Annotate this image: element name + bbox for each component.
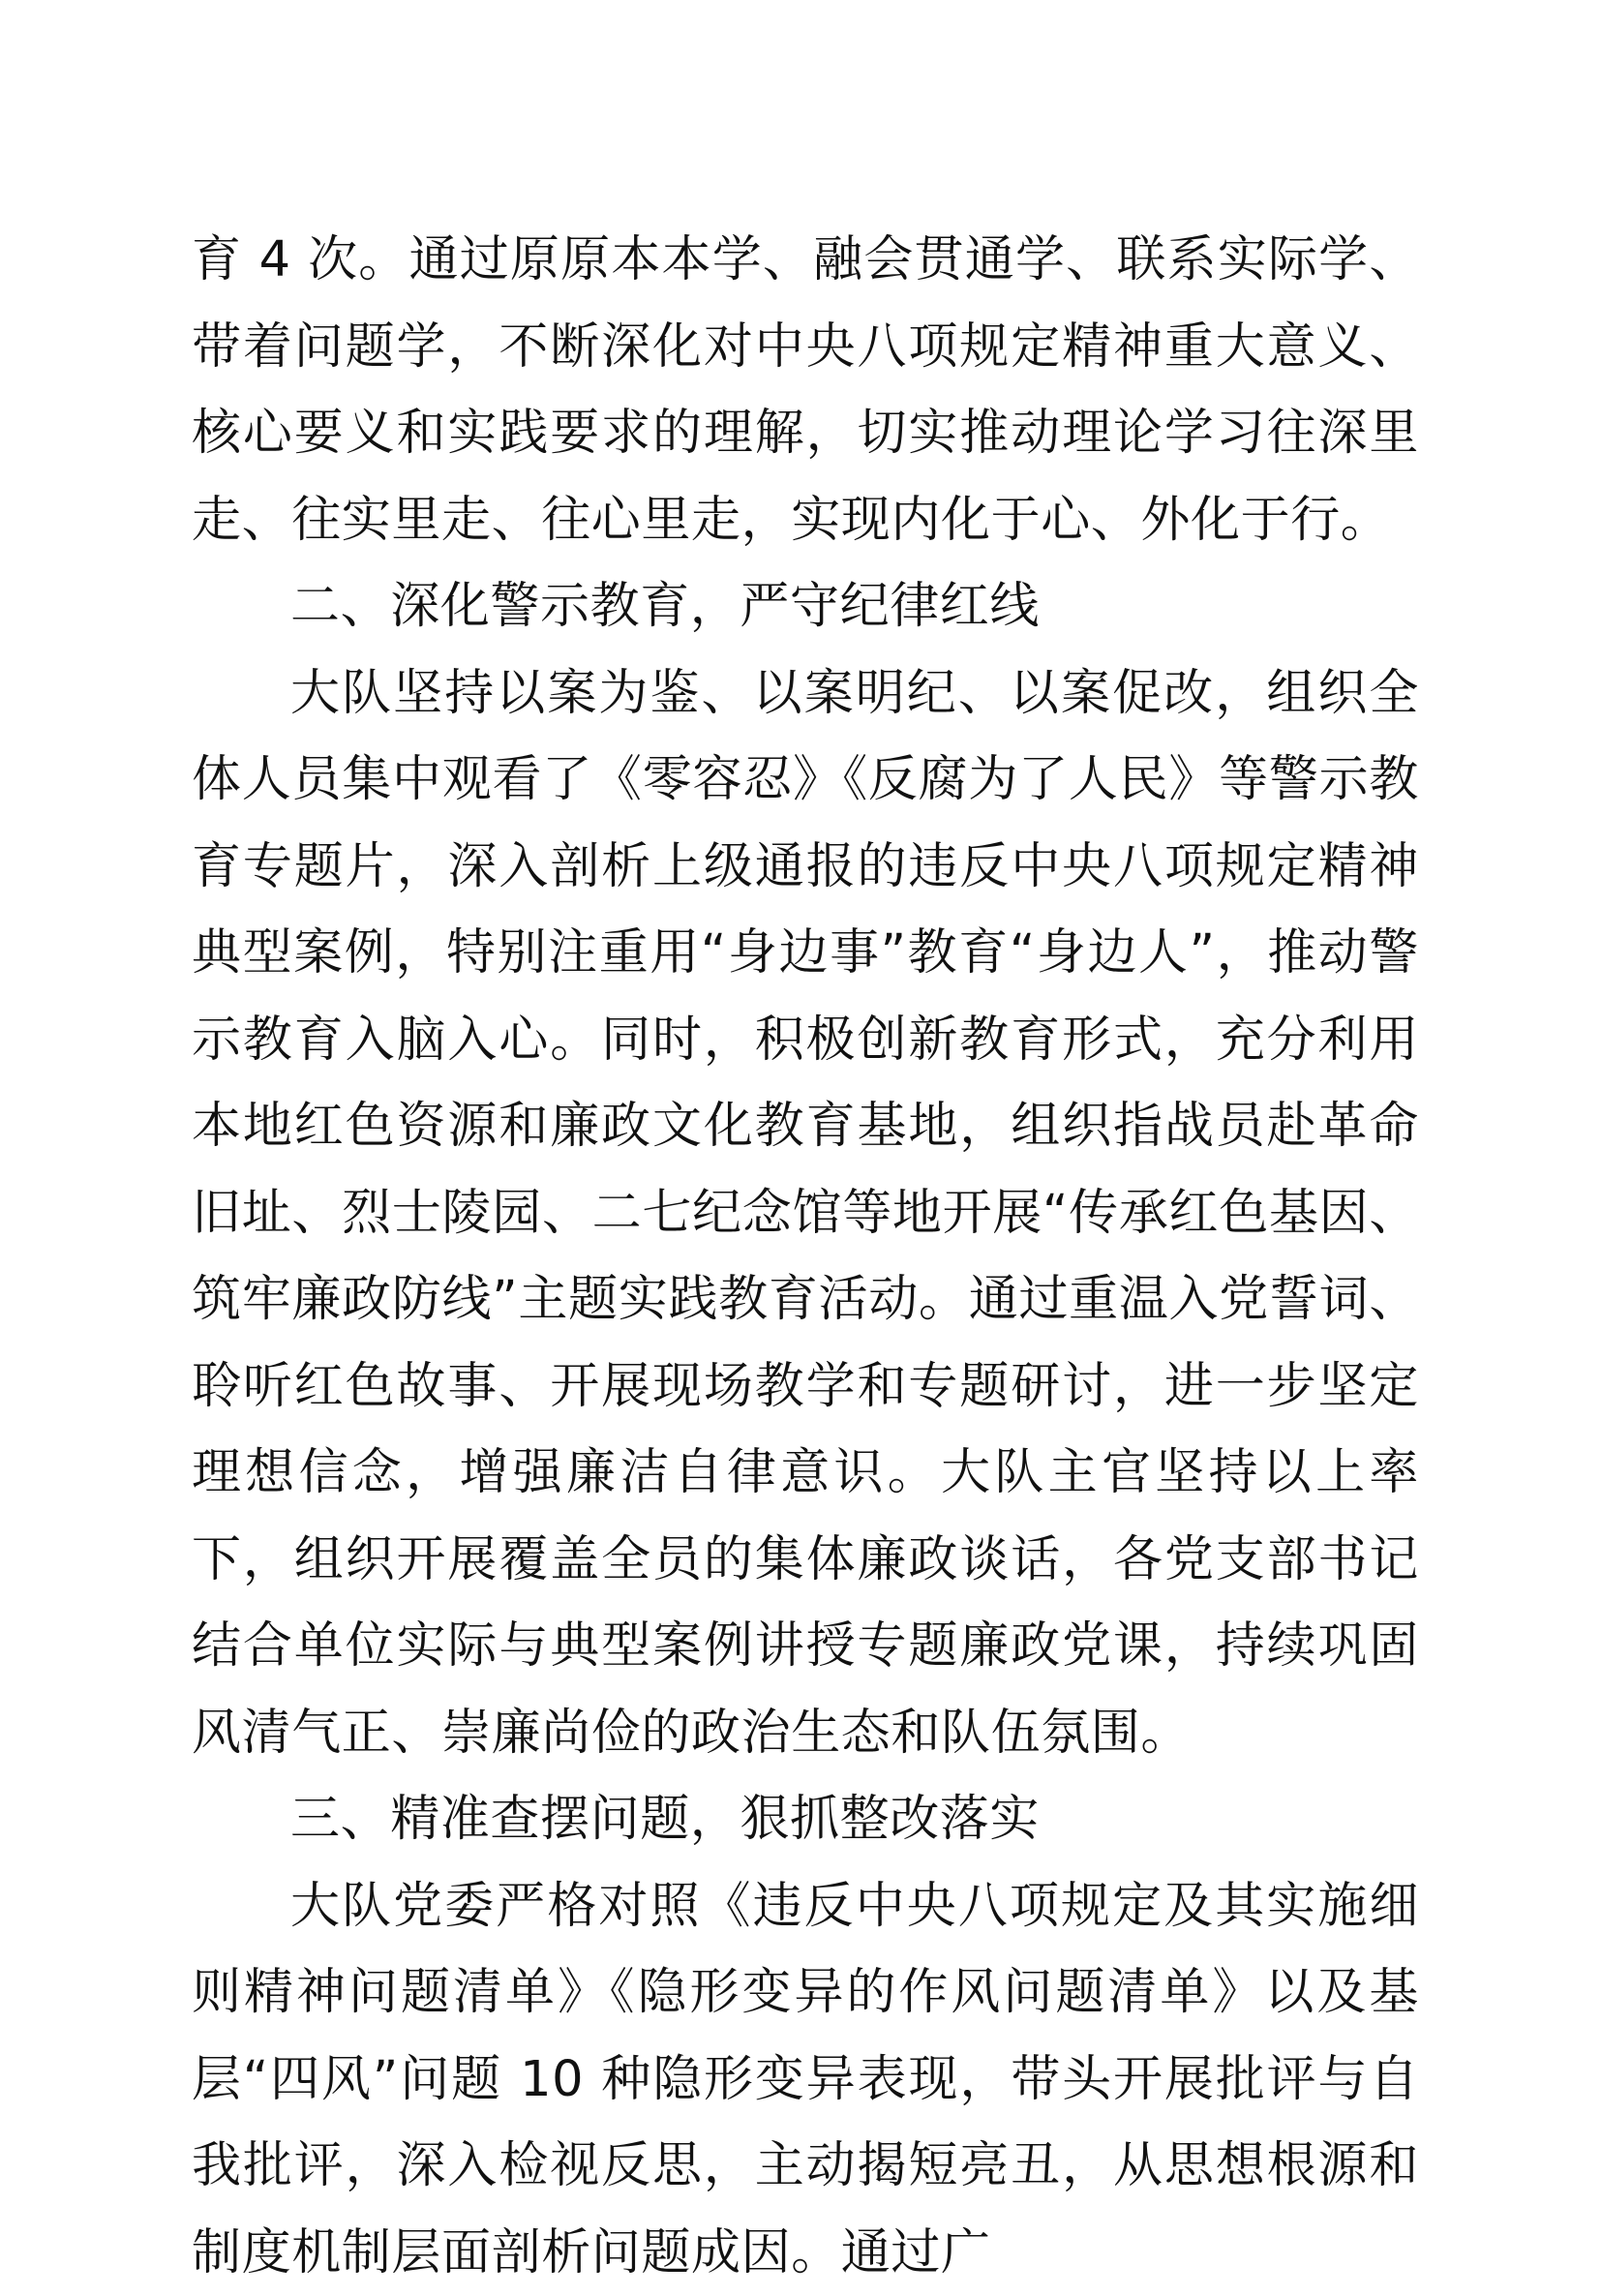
section-heading-2: 二、深化警示教育，严守纪律红线 [192,563,1419,650]
document-body [192,217,1419,2296]
section-heading-3: 三、精准查摆问题，狠抓整改落实 [192,1776,1419,1863]
paragraph-warning-education: 大队坚持以案为鉴、以案明纪、以案促改，组织全体人员集中观看了《零容忍》《反腐为了人民》等警示教育专题片，深入剖析上级通报的违反中央八项规定精神典型案例，特别注重用“身边事”教育“身边人”，推动警示教育入脑入心。同时，积极创新教育形式，充分利用本地红色资源和廉政文化教育基地，组织指战员赴革命旧址、烈士陵园、二七纪念馆等地开展“传承红色基因、筑牢廉政防线”主题实践教育活动。通过重温入党誓词、聆听红色故事、开展现场教学和专题研讨，进一步坚定理想信念，增强廉洁自律意识。大队主官坚持以上率下，组织开展覆盖全员的集体廉政谈话，各党支部书记结合单位实际与典型案例讲授专题廉政党课，持续巩固风清气正、崇廉尚俭的政治生态和队伍氛围。 [192,650,1419,1777]
paragraph-continued: 育 4 次。通过原原本本学、融会贯通学、联系实际学、带着问题学，不断深化对中央八项规定精神重大意义、核心要义和实践要求的理解，切实推动理论学习往深里走、往实里走、往心里走，实现内化于心、外化于行。 [192,217,1419,563]
paragraph-problem-rectification: 大队党委严格对照《违反中央八项规定及其实施细则精神问题清单》《隐形变异的作风问题清单》以及基层“四风”问题 10 种隐形变异表现，带头开展批评与自我批评，深入检视反思，主动揭短亮丑，从思想根源和制度机制层面剖析问题成因。通过广 [192,1863,1419,2296]
